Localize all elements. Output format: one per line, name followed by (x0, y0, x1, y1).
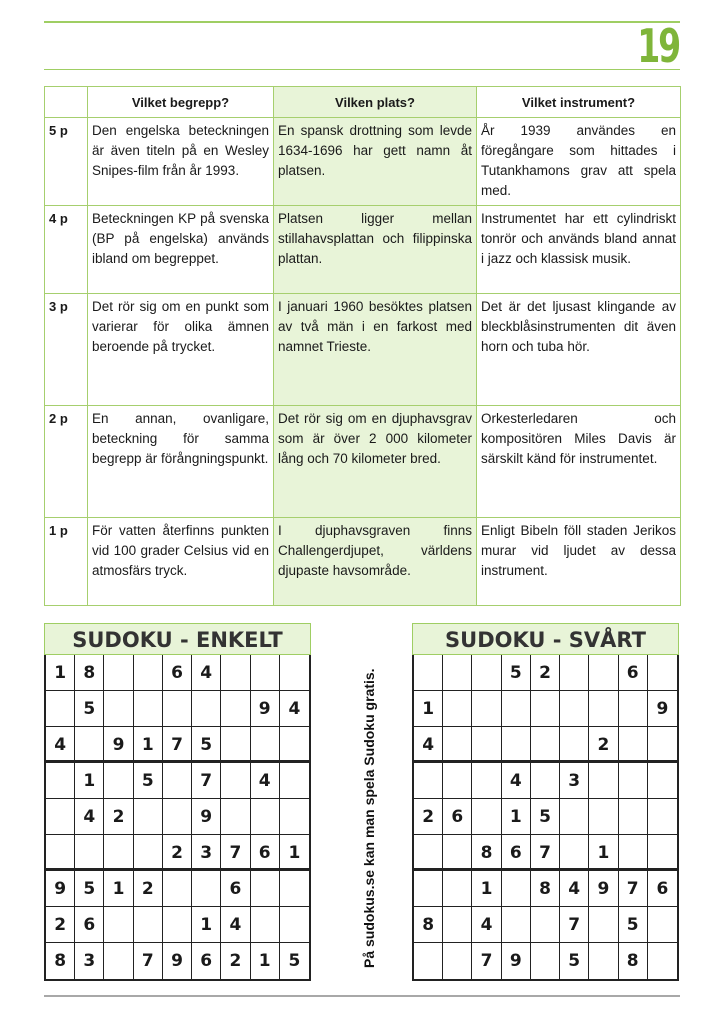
quiz-table (44, 86, 681, 606)
sudoku-cell[interactable]: 7 (134, 943, 163, 979)
sudoku-cell[interactable] (280, 799, 309, 835)
sudoku-cell[interactable] (414, 871, 443, 907)
sudoku-cell[interactable] (443, 835, 472, 871)
sudoku-cell[interactable] (134, 799, 163, 835)
sudoku-cell[interactable]: 8 (414, 907, 443, 943)
plats-clue: En spansk drottning som levde 1634-1696 har gett namn åt platsen. (274, 118, 477, 206)
sudoku-cell[interactable] (192, 691, 221, 727)
sudoku-cell[interactable] (280, 907, 309, 943)
sudoku-cell[interactable] (221, 727, 250, 763)
sudoku-cell[interactable]: 5 (288, 951, 301, 971)
sudoku-cell[interactable]: 5 (192, 727, 221, 763)
header-plats: Vilken plats? (274, 87, 477, 118)
sudoku-cell[interactable]: 3 (560, 763, 589, 799)
sudoku-cell[interactable] (619, 727, 648, 763)
sudoku-cell[interactable]: 1 (104, 871, 133, 907)
points-cell: 2 p (45, 406, 88, 518)
sudoku-cell[interactable]: 9 (589, 871, 618, 907)
sudoku-cell[interactable] (46, 763, 75, 799)
sudoku-cell[interactable] (251, 727, 280, 763)
sudoku-cell[interactable]: 5 (75, 871, 104, 907)
sudoku-cell[interactable] (589, 799, 618, 835)
sudoku-cell[interactable]: 4 (502, 763, 531, 799)
sudoku-cell[interactable]: 8 (46, 943, 75, 979)
sudoku-cell[interactable]: 2 (46, 907, 75, 943)
sudoku-cell[interactable] (75, 835, 104, 871)
sudoku-easy (44, 623, 311, 981)
sudoku-cell[interactable] (163, 871, 192, 907)
sudoku-cell[interactable] (251, 655, 280, 691)
sudoku-cell[interactable] (443, 691, 472, 727)
sudoku-cell[interactable] (648, 943, 677, 979)
quiz-header-row (45, 87, 681, 118)
sudoku-cell[interactable] (192, 871, 221, 907)
sudoku-cell[interactable]: 5 (502, 655, 531, 691)
sudoku-cell[interactable] (46, 691, 75, 727)
sudoku-cell[interactable] (560, 655, 589, 691)
sudoku-cell[interactable] (472, 655, 501, 691)
sudoku-cell[interactable]: 5 (75, 691, 104, 727)
sudoku-cell[interactable] (531, 691, 560, 727)
sudoku-cell[interactable]: 1 (251, 943, 280, 979)
sudoku-cell[interactable] (531, 907, 560, 943)
points-cell: 1 p (45, 518, 88, 606)
sudoku-cell[interactable] (502, 871, 531, 907)
top-rule (44, 21, 680, 23)
sudoku-cell[interactable]: 7 (192, 763, 221, 799)
sudoku-cell[interactable]: 5 (619, 907, 648, 943)
begrepp-clue: Det rör sig om en punkt som varierar för olika ämnen beroende på trycket. (88, 294, 274, 406)
instrument-clue: År 1939 användes en föregångare som hittades i Tutankhamons grav att spela med. (477, 118, 681, 206)
sudoku-cell[interactable] (531, 763, 560, 799)
sudoku-cell[interactable]: 1 (414, 691, 443, 727)
sudoku-cell[interactable] (134, 655, 163, 691)
plats-clue: I januari 1960 besöktes platsen av två män i en farkost med namnet Trieste. (274, 294, 477, 406)
sudoku-cell[interactable]: 7 (163, 727, 192, 763)
sudoku-cell[interactable] (163, 907, 192, 943)
sudoku-cell[interactable]: 8 (75, 655, 104, 691)
sudoku-cell[interactable] (648, 799, 677, 835)
sudoku-cell[interactable] (560, 799, 589, 835)
sudoku-cell[interactable] (163, 763, 192, 799)
sudoku-cell[interactable]: 7 (531, 835, 560, 871)
sudoku-cell[interactable]: 9 (46, 871, 75, 907)
begrepp-clue: Beteckningen KP på svenska (BP på engelska) används ibland om begreppet. (88, 206, 274, 294)
quiz-row-4p (45, 206, 681, 294)
sudoku-cell[interactable] (619, 799, 648, 835)
plats-clue: Platsen ligger mellan stillahavsplattan och filippinska plattan. (274, 206, 477, 294)
sudoku-cell[interactable] (414, 835, 443, 871)
sudoku-cell[interactable]: 4 (221, 907, 250, 943)
sudoku-cell[interactable] (280, 655, 309, 691)
sudoku-cell[interactable]: 9 (192, 799, 221, 835)
sudoku-cell[interactable]: 8 (619, 943, 648, 979)
sudoku-cell[interactable] (221, 799, 250, 835)
sudoku-cell[interactable] (560, 727, 589, 763)
sudoku-cell[interactable]: 1 (134, 727, 163, 763)
sudoku-cell[interactable]: 6 (221, 871, 250, 907)
sudoku-cell[interactable]: 6 (619, 655, 648, 691)
sudoku-cell[interactable]: 6 (75, 907, 104, 943)
quiz-row-1p (45, 518, 681, 606)
sudoku-cell[interactable] (221, 763, 250, 799)
sudoku-cell[interactable] (502, 727, 531, 763)
sudoku-easy-grid (44, 655, 311, 981)
sudoku-cell[interactable] (589, 763, 618, 799)
sudoku-cell[interactable]: 6 (163, 655, 192, 691)
sudoku-easy-title: SUDOKU - ENKELT (44, 623, 311, 655)
sudoku-cell[interactable]: 2 (134, 871, 163, 907)
sudoku-cell[interactable] (619, 835, 648, 871)
sudoku-cell[interactable] (251, 871, 280, 907)
sudoku-cell[interactable]: 2 (589, 727, 618, 763)
sudoku-cell[interactable] (648, 727, 677, 763)
begrepp-clue: För vatten återfinns punkten vid 100 grader Celsius vid en atmosfärs tryck. (88, 518, 274, 606)
sudoku-cell[interactable]: 2 (163, 835, 192, 871)
sudoku-cell[interactable] (443, 727, 472, 763)
quiz-row-3p (45, 294, 681, 406)
sudoku-cell[interactable] (560, 835, 589, 871)
sudoku-cell[interactable]: 9 (163, 943, 192, 979)
sudoku-cell[interactable] (163, 799, 192, 835)
sudoku-cell[interactable] (443, 871, 472, 907)
sudoku-cell[interactable]: 2 (104, 799, 133, 835)
points-cell: 3 p (45, 294, 88, 406)
sudoku-cell[interactable] (648, 835, 677, 871)
sudoku-cell[interactable]: 7 (560, 907, 589, 943)
sudoku-cell[interactable]: 1 (75, 763, 104, 799)
sudoku-cell[interactable]: 4 (75, 799, 104, 835)
header-instrument: Vilket instrument? (477, 87, 681, 118)
sudoku-cell[interactable]: 9 (648, 691, 677, 727)
sudoku-cell[interactable] (414, 943, 443, 979)
sudoku-cell[interactable] (560, 691, 589, 727)
points-cell: 4 p (45, 206, 88, 294)
sudoku-cell[interactable]: 1 (502, 799, 531, 835)
sudoku-cell[interactable] (104, 655, 133, 691)
sudoku-cell[interactable] (280, 727, 309, 763)
header-rule (44, 69, 680, 70)
begrepp-clue: Den engelska beteckningen är även titeln på en Wesley Snipes-film från år 1993. (88, 118, 274, 206)
sudoku-cell[interactable] (251, 799, 280, 835)
sudoku-cell[interactable] (134, 691, 163, 727)
instrument-clue: Orkesterledaren och kompositören Miles Davis är särskilt känd för instrumentet. (477, 406, 681, 518)
sudoku-cell[interactable] (104, 907, 133, 943)
sudoku-cell[interactable]: 1 (192, 907, 221, 943)
sudoku-cell[interactable]: 7 (221, 835, 250, 871)
sudoku-hard-grid (412, 655, 679, 981)
sudoku-cell[interactable]: 1 (280, 835, 309, 871)
instrument-clue: Enligt Bibeln föll staden Jerikos murar vid ljudet av dessa instrument. (477, 518, 681, 606)
sudoku-cell[interactable] (280, 763, 309, 799)
bottom-rule (44, 995, 680, 997)
sudoku-cell[interactable]: 5 (134, 763, 163, 799)
sudoku-cell[interactable] (251, 907, 280, 943)
sudoku-cell[interactable]: 2 (531, 655, 560, 691)
sudoku-cell[interactable] (104, 835, 133, 871)
sudoku-cell[interactable] (104, 691, 133, 727)
sudoku-cell[interactable] (104, 943, 133, 979)
sudoku-cell[interactable]: 3 (75, 943, 104, 979)
sudoku-cell[interactable] (589, 943, 618, 979)
sudoku-cell[interactable] (472, 763, 501, 799)
header-points (45, 87, 88, 118)
sudoku-cell[interactable] (75, 727, 104, 763)
sudoku-cell[interactable]: 5 (560, 943, 589, 979)
sudoku-cell[interactable]: 4 (280, 691, 309, 727)
plats-clue: Det rör sig om en djuphavsgrav som är över 2 000 kilometer lång och 70 kilometer bred. (274, 406, 477, 518)
sudoku-cell[interactable]: 4 (192, 655, 221, 691)
plats-clue: I djuphavsgraven finns Challengerdjupet, världens djupaste havsområde. (274, 518, 477, 606)
points-cell: 5 p (45, 118, 88, 206)
sudoku-cell[interactable] (443, 763, 472, 799)
sudoku-cell[interactable]: 4 (414, 727, 443, 763)
sudoku-cell[interactable]: 4 (46, 727, 75, 763)
sudoku-cell[interactable] (502, 907, 531, 943)
sudoku-cell[interactable] (648, 763, 677, 799)
sudoku-cell[interactable]: 2 (221, 943, 250, 979)
sudoku-cell[interactable] (414, 763, 443, 799)
sudoku-cell[interactable]: 1 (589, 835, 618, 871)
sudoku-cell[interactable] (221, 655, 250, 691)
sudoku-cell[interactable]: 6 (648, 871, 677, 907)
sudoku-cell[interactable]: 9 (104, 727, 133, 763)
quiz-row-2p (45, 406, 681, 518)
sudoku-cell[interactable] (648, 655, 677, 691)
sudoku-cell[interactable] (280, 871, 309, 907)
sudoku-cell[interactable] (531, 727, 560, 763)
sudoku-cell[interactable]: 8 (472, 835, 501, 871)
sudoku-cell[interactable] (619, 691, 648, 727)
sudoku-cell[interactable] (104, 763, 133, 799)
sudoku-cell[interactable] (46, 799, 75, 835)
sudoku-cell[interactable] (502, 691, 531, 727)
sudoku-cell[interactable]: 7 (619, 871, 648, 907)
sudoku-cell[interactable] (163, 691, 192, 727)
sudoku-cell[interactable] (134, 835, 163, 871)
sudoku-cell[interactable]: 3 (192, 835, 221, 871)
sudoku-cell[interactable] (648, 907, 677, 943)
sudoku-cell[interactable]: 4 (251, 763, 280, 799)
sudoku-cell[interactable] (443, 943, 472, 979)
sudoku-cell[interactable]: 1 (472, 871, 501, 907)
instrument-clue: Det är det ljusast klingande av bleckblåsinstrumenten dit även horn och tuba hör. (477, 294, 681, 406)
sudoku-cell[interactable] (619, 763, 648, 799)
sudoku-cell[interactable]: 4 (472, 907, 501, 943)
sudoku-hard-title: SUDOKU - SVÅRT (412, 623, 679, 655)
sudoku-cell[interactable]: 1 (46, 655, 75, 691)
sudoku-cell[interactable]: 4 (560, 871, 589, 907)
sudoku-cell[interactable] (221, 691, 250, 727)
sudoku-cell[interactable] (443, 907, 472, 943)
begrepp-clue: En annan, ovanligare, beteckning för samma begrepp är förångningspunkt. (88, 406, 274, 518)
sudoku-cell[interactable]: 6 (502, 835, 531, 871)
sudoku-cell[interactable]: 6 (192, 943, 221, 979)
sudoku-cell[interactable] (472, 799, 501, 835)
quiz-row-5p (45, 118, 681, 206)
sudoku-cell[interactable] (589, 907, 618, 943)
sudoku-cell[interactable] (472, 691, 501, 727)
sudoku-cell[interactable] (443, 655, 472, 691)
sudoku-cell[interactable]: 2 (414, 799, 443, 835)
instrument-clue: Instrumentet har ett cylindriskt tonrör och används bland annat i jazz och klassisk musik. (477, 206, 681, 294)
sudoku-cell[interactable]: 6 (251, 835, 280, 871)
sudoku-cell[interactable] (472, 727, 501, 763)
sudoku-cell[interactable] (414, 655, 443, 691)
sudoku-cell[interactable] (134, 907, 163, 943)
sudoku-cell[interactable]: 7 (472, 943, 501, 979)
header-begrepp: Vilket begrepp? (88, 87, 274, 118)
sudoku-cell[interactable] (46, 835, 75, 871)
sudoku-cell[interactable]: 9 (251, 691, 280, 727)
sudoku-cell[interactable] (589, 691, 618, 727)
page-number: 19 (637, 19, 679, 73)
sudoku-cell[interactable] (589, 655, 618, 691)
sudoku-cell[interactable]: 8 (531, 871, 560, 907)
sudoku-cell[interactable]: 5 (531, 799, 560, 835)
sudoku-cell[interactable]: 9 (502, 943, 531, 979)
sudoku-cell[interactable] (531, 943, 560, 979)
sudoku-hard (412, 623, 679, 981)
sudoku-cell[interactable]: 6 (443, 799, 472, 835)
side-note: På sudokus.se kan man spela Sudoku gratis. (361, 668, 377, 968)
